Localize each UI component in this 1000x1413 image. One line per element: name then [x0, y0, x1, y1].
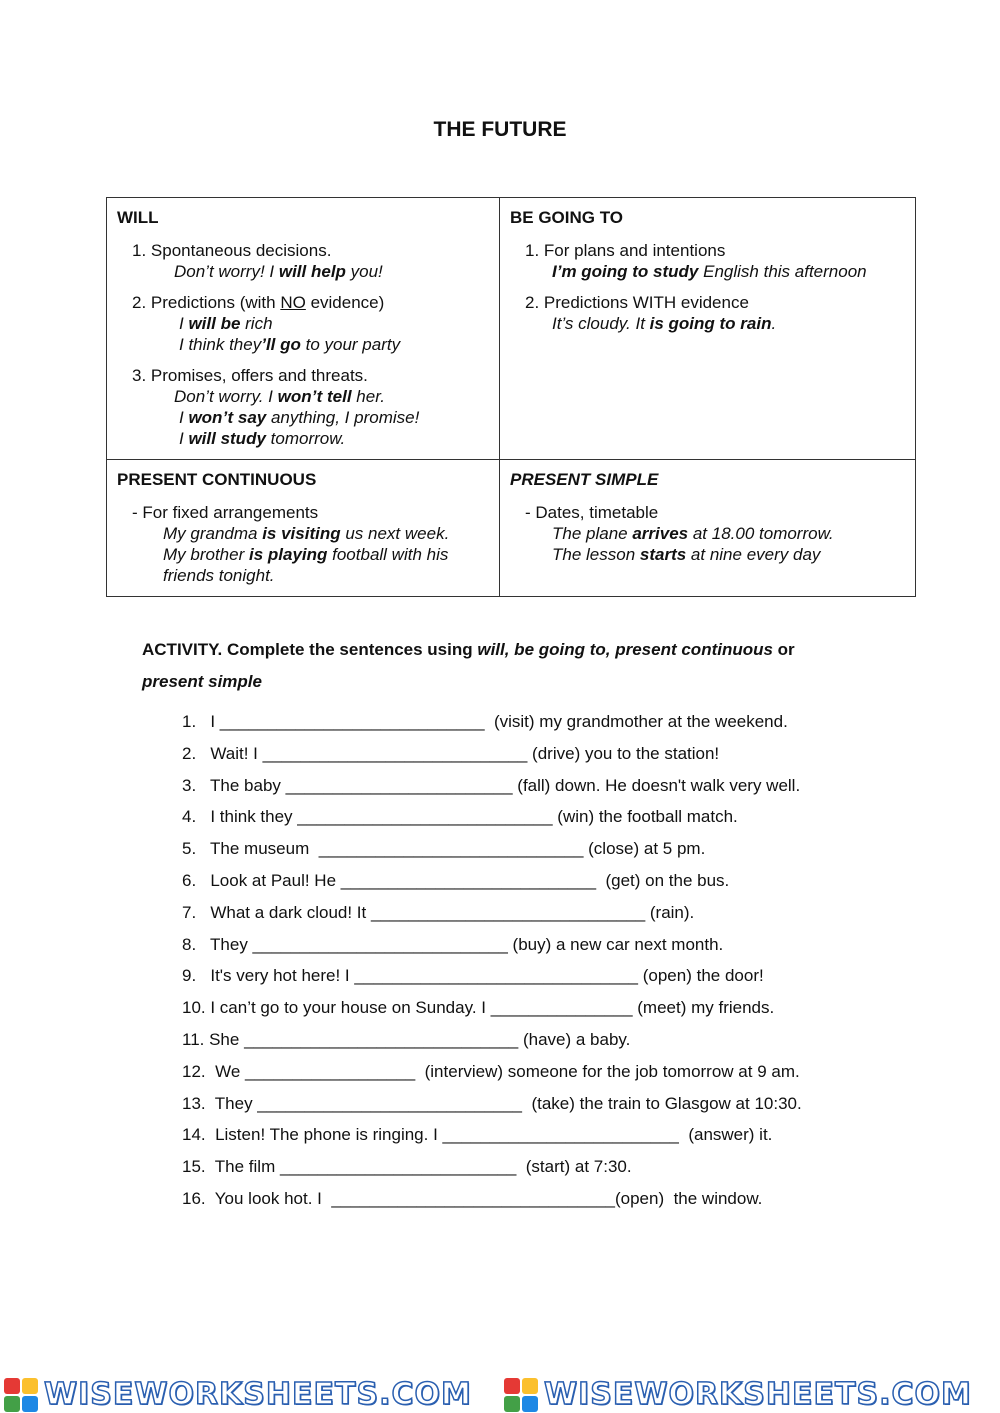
present-continuous-rule	[117, 502, 489, 586]
rule-label: 1. Spontaneous decisions.	[132, 241, 332, 260]
exercise-item[interactable]: 11. She _____________________________ (have) a baby.	[182, 1029, 631, 1049]
rule-example: friends tonight.	[163, 566, 275, 585]
example-verb: starts	[639, 545, 687, 564]
will-rule-1	[117, 240, 489, 282]
watermark	[500, 1376, 1000, 1413]
rule-label: 2. Predictions WITH evidence	[525, 293, 749, 312]
exercise-item[interactable]: 4. I think they ___________________________ (win) the football match.	[182, 807, 738, 827]
exercise-item[interactable]: 10. I can’t go to your house on Sunday. I _______________ (meet) my friends.	[182, 998, 775, 1018]
example-verb: ’ll go	[261, 335, 301, 354]
activity-instructions	[142, 634, 902, 698]
example-text: tomorrow.	[265, 429, 346, 448]
example-text: you!	[345, 262, 383, 281]
exercise-item[interactable]: 9. It's very hot here! I ______________________________ (open) the door!	[182, 966, 764, 986]
example-text: I	[179, 408, 189, 427]
example-text: .	[771, 314, 777, 333]
exercise-item[interactable]: 13. They ____________________________ (take) the train to Glasgow at 10:30.	[182, 1093, 802, 1113]
grammar-row-2	[107, 460, 916, 597]
example-verb: will help	[278, 262, 346, 281]
example-text: to your party	[300, 335, 401, 354]
example-text: It’s cloudy. It	[552, 314, 650, 333]
example-verb: will be	[188, 314, 241, 333]
example-verb: I’m going to study	[552, 262, 699, 281]
example-text: rich	[240, 314, 273, 333]
rule-label: 3. Promises, offers and threats.	[132, 366, 368, 385]
will-rule-3	[117, 365, 489, 449]
rule-example	[510, 544, 905, 565]
example-text: anything, I promise!	[266, 408, 420, 427]
exercise-item[interactable]: 6. Look at Paul! He ___________________________ (get) on the bus.	[182, 870, 730, 890]
will-rule-2	[117, 292, 489, 355]
example-text: My brother	[163, 545, 249, 564]
exercise-item[interactable]: 12. We __________________ (interview) someone for the job tomorrow at 9 am.	[182, 1061, 800, 1081]
label-underlined: NO	[280, 293, 306, 312]
exercise-item[interactable]: 3. The baby ________________________ (fall) down. He doesn't walk very well.	[182, 775, 801, 795]
example-text: I	[179, 314, 189, 333]
example-verb: is playing	[248, 545, 328, 564]
present-continuous-heading: PRESENT CONTINUOUS	[117, 470, 317, 489]
rule-label: - For fixed arrangements	[132, 503, 319, 522]
activity-tenses: will, be going to, present continuous	[477, 640, 773, 659]
example-text: us next week.	[340, 524, 450, 543]
will-heading: WILL	[117, 208, 159, 227]
example-text: Don’t worry. I	[174, 387, 278, 406]
watermark-text: WISEWORKSHEETS.COM	[544, 1377, 972, 1412]
exercise-item[interactable]: 1. I ____________________________ (visit) my grandmother at the weekend.	[182, 712, 788, 731]
example-text: at 18.00 tomorrow.	[688, 524, 834, 543]
label-text: evidence)	[305, 293, 385, 312]
example-text: English this afternoon	[698, 262, 867, 281]
rule-example	[117, 523, 489, 544]
rule-example	[117, 313, 489, 334]
example-verb: won’t tell	[277, 387, 352, 406]
example-verb: is visiting	[262, 524, 341, 543]
example-text: The plane	[552, 524, 633, 543]
rule-example	[510, 313, 905, 334]
exercise-item[interactable]: 14. Listen! The phone is ringing. I _________________________ (answer) it.	[182, 1125, 773, 1145]
example-verb: is going to rain	[649, 314, 772, 333]
rule-example	[510, 523, 905, 544]
going-to-heading: BE GOING TO	[510, 208, 624, 227]
rule-example	[117, 428, 489, 449]
present-continuous-cell	[107, 460, 500, 597]
exercise-item[interactable]: 15. The film _________________________ (start) at 7:30.	[182, 1157, 632, 1177]
example-verb: won’t say	[188, 408, 267, 427]
will-cell	[107, 198, 500, 460]
rule-example	[117, 407, 489, 428]
watermark-text: WISEWORKSHEETS.COM	[44, 1377, 472, 1412]
example-text: I think they	[179, 335, 262, 354]
page-title: THE FUTURE	[433, 118, 567, 141]
activity-text: or	[772, 640, 795, 659]
example-text: I	[179, 429, 189, 448]
going-to-rule-1	[510, 240, 905, 282]
watermark-logo-icon	[4, 1378, 38, 1412]
example-text: My grandma	[163, 524, 263, 543]
exercise-item[interactable]: 5. The museum ____________________________ (close) at 5 pm.	[182, 839, 706, 859]
activity-tense: present simple	[142, 672, 262, 691]
label-text: 2. Predictions (with	[132, 293, 281, 312]
exercise-item[interactable]: 16. You look hot. I ______________________________(open) the window.	[182, 1188, 763, 1208]
example-verb: arrives	[632, 524, 689, 543]
example-text: The lesson	[552, 545, 640, 564]
present-simple-cell	[500, 460, 916, 597]
present-simple-rule	[510, 502, 905, 565]
exercise-item[interactable]: 8. They ___________________________ (buy) a new car next month.	[182, 934, 724, 954]
example-verb: will study	[188, 429, 266, 448]
watermark-footer	[0, 1376, 1000, 1413]
rule-example	[510, 261, 905, 282]
activity-text: ACTIVITY. Complete the sentences using	[142, 640, 478, 659]
rule-label: - Dates, timetable	[525, 503, 659, 522]
watermark	[0, 1376, 500, 1413]
rule-example	[117, 334, 489, 355]
example-text: football with his	[327, 545, 449, 564]
going-to-rule-2	[510, 292, 905, 334]
watermark-logo-icon	[504, 1378, 538, 1412]
rule-label: 1. For plans and intentions	[525, 241, 726, 260]
example-text: her.	[351, 387, 385, 406]
exercise-item[interactable]: 7. What a dark cloud! It _____________________________ (rain).	[182, 902, 695, 922]
rule-example	[117, 386, 489, 407]
grammar-table	[106, 197, 916, 597]
present-simple-heading: PRESENT SIMPLE	[510, 470, 659, 489]
example-text: Don’t worry! I	[174, 262, 279, 281]
grammar-row-1	[107, 198, 916, 460]
rule-example	[117, 261, 489, 282]
rule-label	[117, 292, 489, 313]
going-to-cell	[500, 198, 916, 460]
rule-example	[117, 544, 489, 565]
exercise-item[interactable]: 2. Wait! I ____________________________ (drive) you to the station!	[182, 743, 720, 763]
example-text: at nine every day	[686, 545, 821, 564]
exercise-list	[182, 708, 902, 1217]
